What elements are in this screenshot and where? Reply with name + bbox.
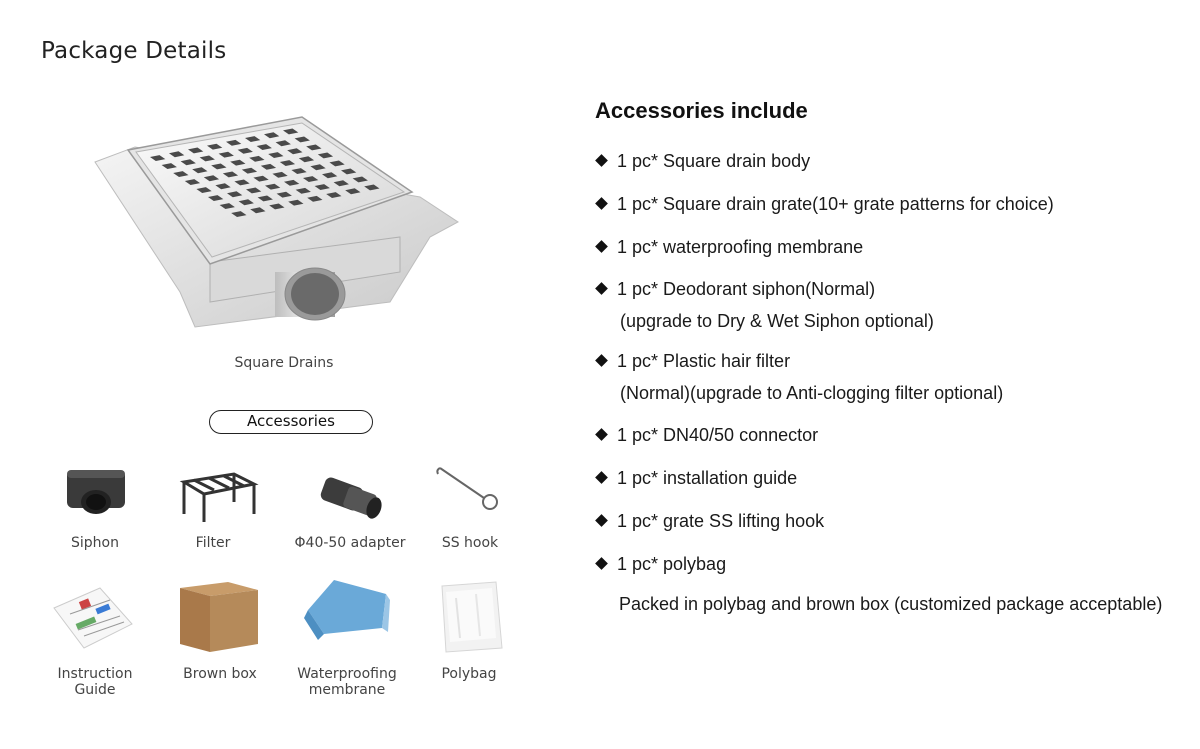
brown-box-label: Brown box	[183, 666, 257, 682]
polybag-icon	[416, 578, 526, 658]
instruction-guide-label-line2: Guide	[74, 682, 116, 698]
diamond-bullet-icon	[595, 428, 608, 441]
diamond-bullet-icon	[595, 471, 608, 484]
siphon-icon	[40, 462, 150, 542]
list-item: 1 pc* grate SS lifting hook	[597, 511, 824, 532]
membrane-label-line2: membrane	[308, 682, 386, 698]
list-item: 1 pc* Deodorant siphon(Normal) (upgrade to Dry & Wet Siphon optional)	[597, 279, 934, 332]
diamond-bullet-icon	[595, 154, 608, 167]
accessories-pill: Accessories	[209, 410, 373, 434]
list-item: 1 pc* Square drain body	[597, 151, 810, 172]
list-item: 1 pc* installation guide	[597, 468, 797, 489]
list-item: 1 pc* polybag	[597, 554, 726, 575]
membrane-label-line1: Waterproofing	[297, 666, 397, 682]
siphon-label: Siphon	[71, 535, 119, 551]
filter-label: Filter	[195, 535, 231, 551]
diamond-bullet-icon	[595, 282, 608, 295]
diamond-bullet-icon	[595, 197, 608, 210]
list-item: 1 pc* DN40/50 connector	[597, 425, 818, 446]
diamond-bullet-icon	[595, 557, 608, 570]
diamond-bullet-icon	[595, 240, 608, 253]
membrane-label	[282, 666, 412, 698]
instruction-guide-label-line1: Instruction	[57, 666, 133, 682]
square-drains-caption: Square Drains	[234, 355, 334, 371]
page-title: Package Details	[41, 38, 227, 64]
membrane-icon	[294, 574, 404, 654]
diamond-bullet-icon	[595, 514, 608, 527]
diamond-bullet-icon	[595, 354, 608, 367]
filter-icon	[164, 462, 274, 542]
hook-icon	[418, 462, 528, 542]
list-item: 1 pc* Plastic hair filter (Normal)(upgrade to Anti-clogging filter optional)	[597, 351, 1003, 404]
hook-label: SS hook	[441, 535, 499, 551]
square-drain-image	[90, 112, 460, 332]
list-item-sub: (Normal)(upgrade to Anti-clogging filter optional)	[620, 383, 1004, 403]
polybag-label: Polybag	[441, 666, 497, 682]
adapter-label: Φ40-50 adapter	[294, 535, 406, 551]
list-item-sub: (upgrade to Dry & Wet Siphon optional)	[620, 311, 934, 331]
list-item: 1 pc* waterproofing membrane	[597, 237, 863, 258]
list-item: 1 pc* Square drain grate(10+ grate patterns for choice)	[597, 194, 1054, 215]
instruction-guide-icon	[40, 578, 150, 658]
brown-box-icon	[166, 574, 276, 654]
instruction-guide-label	[30, 666, 160, 698]
packed-note: Packed in polybag and brown box (customized package acceptable)	[619, 594, 1163, 614]
adapter-icon	[290, 462, 400, 542]
accessories-include-heading: Accessories include	[595, 98, 808, 123]
